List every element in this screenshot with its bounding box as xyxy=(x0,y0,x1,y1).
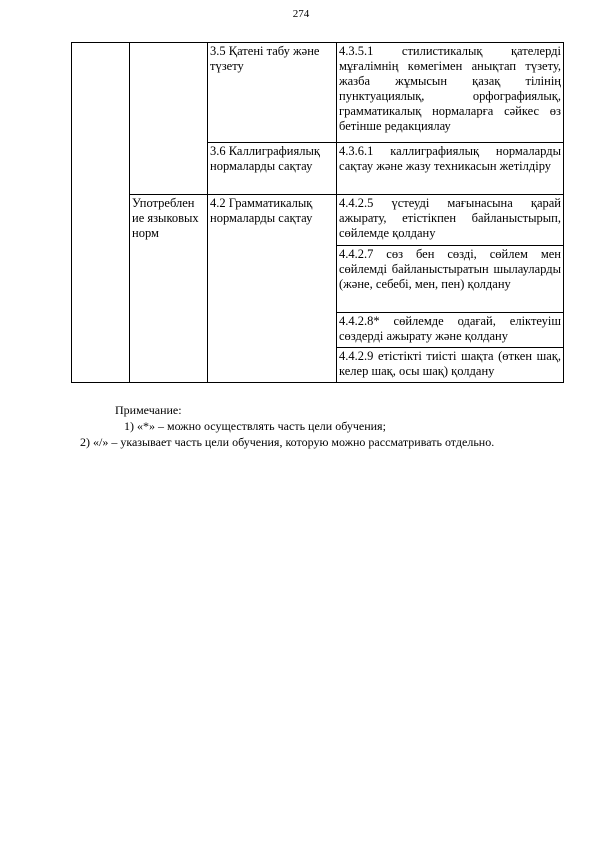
objective-cell: 4.4.2.7 сөз бен сөзді, сөйлем мен сөйлемді байланыстыратын шылауларды (және, себебі, мен, пен) қолдану xyxy=(337,246,564,313)
table-row xyxy=(72,43,564,143)
page-number: 274 xyxy=(292,8,310,20)
objective-cell: 4.3.5.1 стилистикалық қателерді мұғалімнің көмегімен анықтап түзету, жазба жұмысын қазақ тілінің пунктуациялық, орфографиялық, грамматикалық нормаларға сәйкес өз бетінше редакциялау xyxy=(337,43,564,143)
notes-title: Примечание: xyxy=(115,403,182,417)
objective-cell: 4.4.2.5 үстеуді мағынасына қарай ажырату, етістікпен байланыстырып, сөйлемде қолдану xyxy=(337,195,564,246)
subsection-cell: 3.6 Каллиграфиялық нормаларды сақтау xyxy=(208,143,337,195)
notes xyxy=(80,402,563,450)
note-item: 2) «/» – указывает часть цели обучения, которую можно рассматривать отдельно. xyxy=(80,435,495,449)
objective-cell: 4.4.2.9 етістікті тиісті шақта (өткен шақ, келер шақ, осы шақ) қолдану xyxy=(337,348,564,383)
subsection-cell: 3.5 Қатені табу және түзету xyxy=(208,43,337,143)
empty-cell xyxy=(72,43,130,383)
objective-cell: 4.4.2.8* сөйлемде одағай, еліктеуіш сөздерді ажырату және қолдану xyxy=(337,313,564,348)
table-row xyxy=(72,195,564,246)
objective-cell: 4.3.6.1 каллиграфиялық нормаларды сақтау және жазу техникасын жетілдіру xyxy=(337,143,564,195)
curriculum-table xyxy=(71,42,564,383)
note-item: 1) «*» – можно осуществлять часть цели обучения; xyxy=(124,419,386,433)
subsection-cell: 4.2 Грамматикалық нормаларды сақтау xyxy=(208,195,337,383)
empty-cell xyxy=(130,43,208,195)
section-cell: Употреблен ие языковых норм xyxy=(130,195,208,383)
